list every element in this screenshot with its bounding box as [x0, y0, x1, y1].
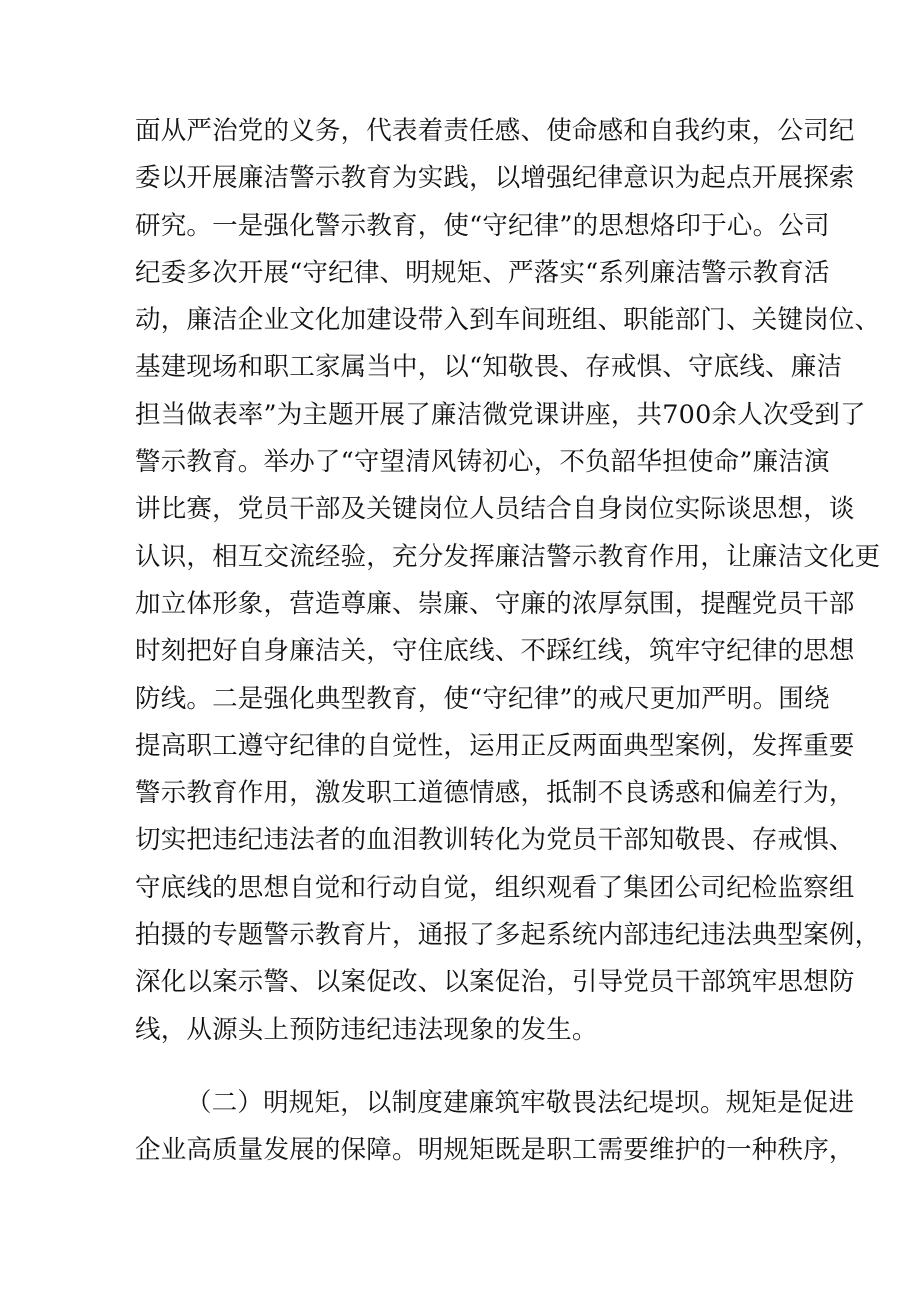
- paragraph-2-line-1: （二）明规矩，以制度建廉筑牢敬畏法纪堤坝。规矩是促进: [186, 1087, 855, 1118]
- paragraph-1-line-11: 加立体形象，营造尊廉、崇廉、守廉的浓厚氛围，提醒党员干部: [135, 588, 855, 619]
- paragraph-1-line-17: 守底线的思想自觉和行动自觉，组织观看了集团公司纪检监察组: [135, 872, 855, 903]
- paragraph-1-line-4: 纪委多次开展“守纪律、明规矩、严落实“系列廉洁警示教育活: [135, 257, 830, 288]
- paragraph-1-line-8: 警示教育。举办了“守望清风铸初心，不负韶华担使命”廉洁演: [135, 447, 830, 478]
- paragraph-1-line-13: 防线。二是强化典型教育，使“守纪律”的戒尺更加严明。围绕: [135, 683, 830, 714]
- paragraph-1-line-6: 基建现场和职工家属当中，以“知敬畏、存戒惧、守底线、廉洁: [135, 352, 843, 383]
- paragraph-1: [135, 108, 881, 1054]
- paragraph-1-line-18: 拍摄的专题警示教育片，通报了多起系统内部违纪违法典型案例，: [135, 920, 881, 951]
- paragraph-1-line-12: 时刻把好自身廉洁关，守住底线、不踩红线，筑牢守纪律的思想: [135, 636, 855, 667]
- paragraph-1-line-16: 切实把违纪违法者的血泪教训转化为党员干部知敬畏、存戒惧、: [135, 825, 855, 856]
- paragraph-2-line-2: 企业高质量发展的保障。明规矩既是职工需要维护的一种秩序，: [135, 1135, 855, 1166]
- paragraph-1-line-5: 动，廉洁企业文化加建设带入到车间班组、职能部门、关键岗位、: [135, 305, 881, 336]
- paragraph-1-line-3: 研究。一是强化警示教育，使“守纪律”的思想烙印于心。公司: [135, 210, 830, 241]
- paragraph-spacing: [135, 1054, 795, 1080]
- paragraph-2: [135, 1080, 855, 1175]
- paragraph-1-line-14: 提高职工遵守纪律的自觉性，运用正反两面典型案例，发挥重要: [135, 730, 855, 761]
- paragraph-1-line-20: 线，从源头上预防违纪违法现象的发生。: [135, 1014, 598, 1045]
- paragraph-1-line-9: 讲比赛，党员干部及关键岗位人员结合自身岗位实际谈思想，谈: [135, 494, 855, 525]
- paragraph-1-line-15: 警示教育作用，激发职工道德情感，抵制不良诱惑和偏差行为，: [135, 778, 855, 809]
- paragraph-1-line-2: 委以开展廉洁警示教育为实践，以增强纪律意识为起点开展探索: [135, 163, 855, 194]
- document-body: [135, 108, 881, 1175]
- paragraph-1-line-10: 认识，相互交流经验，充分发挥廉洁警示教育作用，让廉洁文化更: [135, 541, 881, 572]
- paragraph-1-line-1: 面从严治党的义务，代表着责任感、使命感和自我约束，公司纪: [135, 116, 855, 146]
- paragraph-1-line-19: 深化以案示警、以案促改、以案促治，引导党员干部筑牢思想防: [135, 967, 855, 998]
- paragraph-1-line-7: 担当做表率”为主题开展了廉洁微党课讲座，共700余人次受到了: [135, 399, 866, 430]
